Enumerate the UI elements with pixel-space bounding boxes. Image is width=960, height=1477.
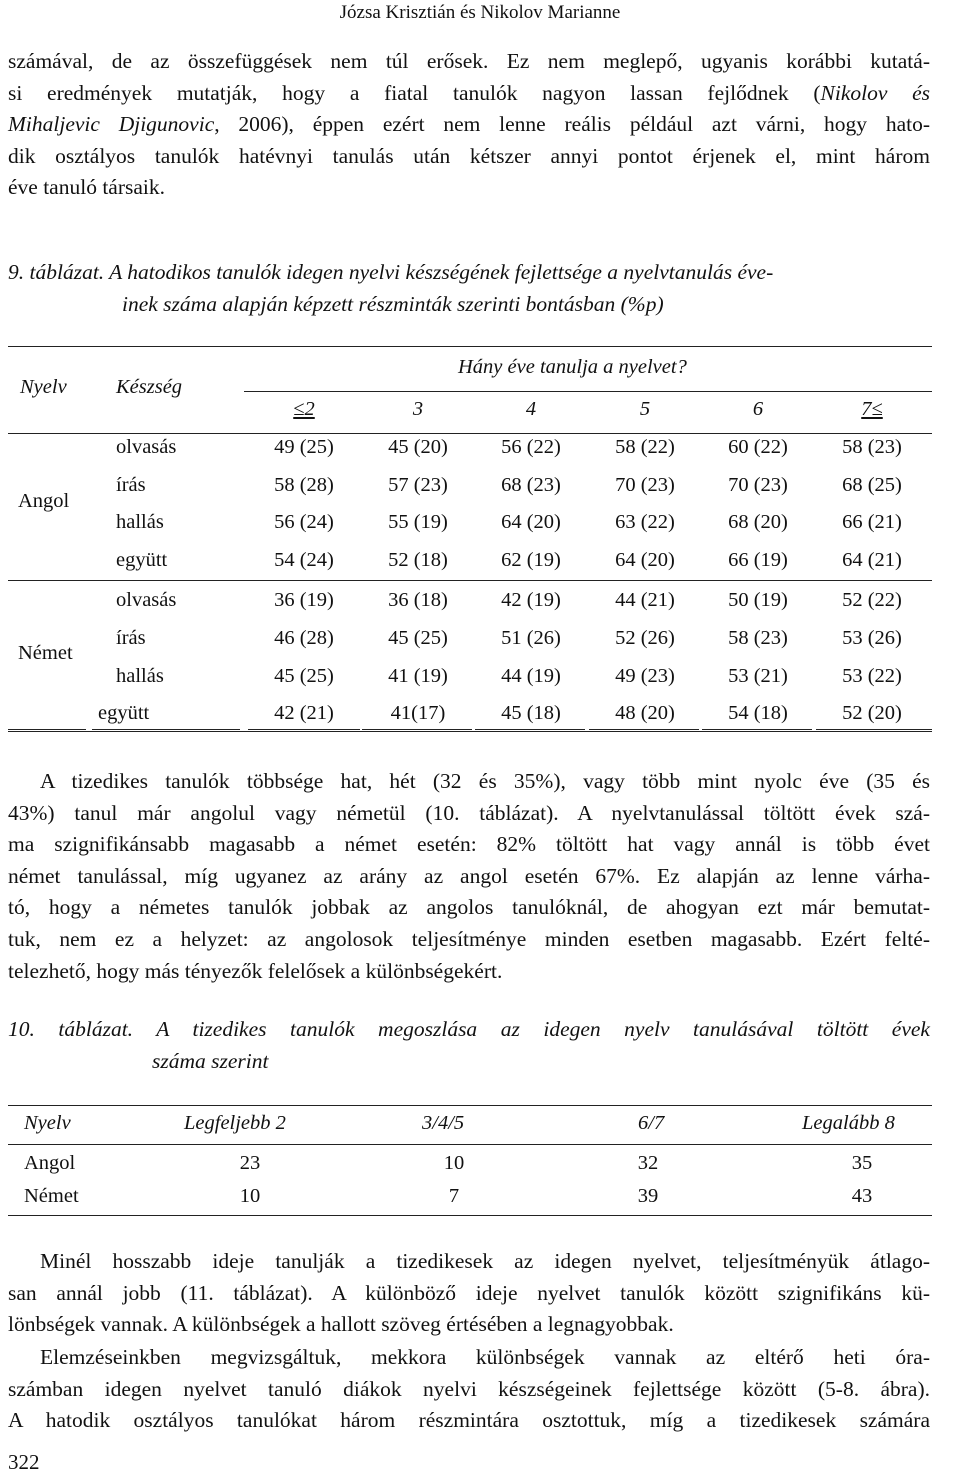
- paragraph-1: [8, 46, 930, 204]
- table-cell: 57 (23): [388, 473, 448, 496]
- table-cell: 64 (21): [842, 548, 902, 571]
- table-cell: 52 (22): [842, 589, 902, 612]
- table-cell: 32: [637, 1152, 659, 1174]
- paragraph-line: A tizedikes tanulók többsége hat, hét (32 és 35%), vagy több mint nyolc éve (35 és: [40, 769, 930, 793]
- paragraph-line: lönbségek vannak. A különbségek a hallott szöveg értésében a legnagyobbak.: [8, 1312, 674, 1337]
- cell-rule: [92, 729, 240, 730]
- table-rule-top: [8, 346, 932, 347]
- skill-label: hallás: [116, 664, 164, 687]
- paragraph-line: si eredmények mutatják, hogy a fiatal tanulók nagyon lassan fejlődnek (Nikolov és: [8, 80, 930, 105]
- table-cell: 7: [448, 1185, 460, 1207]
- language-label-angol: Angol: [18, 490, 70, 512]
- table-cell: 54 (24): [274, 548, 334, 571]
- header-years: Legalább 8: [802, 1112, 895, 1134]
- table-cell: 56 (24): [274, 511, 334, 534]
- year-column-header: 6: [752, 398, 764, 420]
- table-cell: 49 (23): [615, 664, 675, 687]
- paragraph-line: tó, hogy a németes tanulók jobbak az angolos tanulóknál, de ahogyan ezt már bemutat-: [8, 895, 930, 920]
- table-cell: 50 (19): [728, 589, 788, 612]
- table-cell: 45 (25): [388, 627, 448, 649]
- table-cell: 58 (28): [274, 473, 334, 496]
- table-rule-group: [244, 391, 932, 392]
- table-cell: 66 (19): [728, 548, 788, 571]
- paragraph-line: dik osztályos tanulók hatévnyi tanulás után kétszer annyi pontot érjenek el, mint három: [8, 143, 930, 168]
- table-cell: 44 (19): [501, 664, 561, 687]
- table-cell: 53 (26): [842, 627, 902, 649]
- table-cell: 66 (21): [842, 511, 902, 534]
- year-column-header: 3: [412, 398, 424, 420]
- paragraph-2: [8, 766, 930, 987]
- paragraph-line: ma szignifikánsabb magasabb a német esetén: 82% töltött hat vagy annál is több évet: [8, 832, 930, 857]
- table-cell: 43: [851, 1185, 873, 1207]
- table-cell: 68 (20): [728, 511, 788, 534]
- table-rule-header: [8, 1144, 932, 1145]
- header-years: Legfeljebb 2: [184, 1112, 286, 1134]
- language-label: Német: [24, 1185, 79, 1207]
- table-cell: 62 (19): [501, 548, 561, 571]
- table10-caption: [8, 1013, 930, 1077]
- table-cell: 56 (22): [501, 436, 561, 458]
- header-years-group: Hány éve tanulja a nyelvet?: [458, 356, 687, 378]
- table-cell: 64 (20): [501, 511, 561, 534]
- skill-label: olvasás: [116, 436, 177, 458]
- paragraph-line: éve tanuló társaik.: [8, 175, 166, 200]
- header-years: 3/4/5: [422, 1112, 465, 1134]
- table-cell: 58 (22): [615, 436, 675, 458]
- year-column-header: 7≤: [861, 398, 883, 420]
- paragraph-line: számban idegen nyelvet tanuló diákok nyelvi készségeinek fejlettsége között (5-8. ábra).: [8, 1376, 930, 1401]
- table9-caption: [8, 256, 930, 320]
- paragraph-line: Elemzéseinkben megvizsgáltuk, mekkora különbségek vannak az eltérő heti óra-: [40, 1345, 930, 1369]
- table-cell: 53 (22): [842, 664, 902, 687]
- table-cell: 52 (26): [615, 627, 675, 649]
- caption-label: 10. táblázat.: [8, 1017, 134, 1041]
- table-cell: 10: [239, 1185, 261, 1207]
- table-cell: 54 (18): [728, 702, 788, 725]
- table-cell: 45 (18): [501, 702, 561, 725]
- paragraph-line: német tanulással, míg ugyanez az arány az angol esetén 67%. Ez alapján az lenne várha-: [8, 863, 930, 888]
- table-cell: 53 (21): [728, 664, 788, 687]
- table-cell: 58 (23): [728, 627, 788, 649]
- table-cell: 63 (22): [615, 511, 675, 534]
- year-column-header: 4: [525, 398, 537, 420]
- header-skill: Készség: [116, 376, 183, 398]
- language-label: Angol: [24, 1152, 76, 1174]
- table-cell: 58 (23): [842, 436, 902, 458]
- table-cell: 52 (18): [388, 548, 448, 571]
- year-column-header: 5: [639, 398, 651, 420]
- table-rule-header: [8, 433, 932, 434]
- table-cell: 68 (23): [501, 473, 561, 496]
- table-cell: 10: [443, 1152, 465, 1174]
- cell-rule: [8, 729, 86, 730]
- paragraph-line: 43%) tanul már angolul vagy németül (10. táblázat). A nyelvtanulással töltött évek szá-: [8, 800, 930, 825]
- header-language: Nyelv: [20, 376, 67, 398]
- table-cell: 39: [637, 1185, 659, 1207]
- cell-rule: [816, 729, 932, 730]
- table-cell: 70 (23): [728, 473, 788, 496]
- paragraph-line: Minél hosszabb ideje tanulják a tizedikesek az idegen nyelvet, teljesítményük átlago-: [40, 1249, 930, 1273]
- cell-rule: [475, 729, 585, 730]
- table-cell: 42 (21): [274, 702, 334, 725]
- caption-line: 10. táblázat. A tizedikes tanulók megoszlása az idegen nyelv tanulásával töltött évek: [8, 1017, 930, 1041]
- table-cell: 41(17): [390, 702, 446, 725]
- year-column-header: ≤2: [293, 398, 315, 420]
- language-label-nemet: Német: [18, 642, 73, 664]
- table-9: [8, 346, 932, 736]
- header-years: 6/7: [638, 1112, 665, 1134]
- table-cell: 52 (20): [842, 702, 902, 725]
- caption-line: inek száma alapján képzett részminták szerinti bontásban (%p): [122, 292, 664, 316]
- table-rule-bottom: [8, 1215, 932, 1216]
- table-cell: 49 (25): [274, 436, 334, 458]
- paragraph-line: telezhető, hogy más tényezők felelősek a különbségekért.: [8, 958, 503, 983]
- table-rule-separator: [8, 580, 932, 581]
- skill-label: írás: [116, 473, 146, 496]
- cell-rule: [702, 729, 812, 730]
- table-rule-bottom: [8, 731, 932, 732]
- paragraph-line: A hatodik osztályos tanulókat három részmintára osztottuk, míg a tizedikesek számára: [8, 1408, 930, 1433]
- page-number: 322: [8, 1450, 40, 1474]
- table-cell: 35: [851, 1152, 873, 1174]
- table-cell: 36 (19): [274, 589, 334, 612]
- caption-line: száma szerint: [152, 1049, 269, 1073]
- cell-rule: [248, 729, 360, 730]
- table-cell: 46 (28): [274, 627, 334, 649]
- skill-label: együtt: [116, 548, 168, 571]
- paragraph-line: számával, de az összefüggések nem túl erősek. Ez nem meglepő, ugyanis korábbi kutatá-: [8, 49, 930, 73]
- table-cell: 45 (20): [388, 436, 448, 458]
- table-cell: 36 (18): [388, 589, 448, 612]
- cell-rule: [362, 729, 472, 730]
- table-cell: 23: [239, 1152, 261, 1174]
- table-rule-top: [8, 1105, 932, 1106]
- table-cell: 55 (19): [388, 511, 448, 534]
- paragraph-line: Mihaljevic Djigunovic, 2006), éppen ezért nem lenne reális például azt várni, hogy hato-: [8, 112, 930, 137]
- table-cell: 60 (22): [728, 436, 788, 458]
- caption-line: 9. táblázat. A hatodikos tanulók idegen nyelvi készségének fejlettsége a nyelvtanulás éve-: [8, 260, 774, 284]
- table-cell: 64 (20): [615, 548, 675, 571]
- paragraph-line: san annál jobb (11. táblázat). A különböző ideje nyelvet tanulók között szignifikáns kü-: [8, 1280, 930, 1305]
- table-cell: 42 (19): [501, 589, 561, 612]
- running-head: Józsa Krisztián és Nikolov Marianne: [339, 2, 621, 23]
- paragraph-4: [8, 1342, 930, 1437]
- table-cell: 68 (25): [842, 473, 902, 496]
- paragraph-line: tuk, nem ez a helyzet: az angolosok teljesítménye minden esetben magasabb. Ezért felté-: [8, 926, 930, 951]
- table-cell: 44 (21): [615, 589, 675, 612]
- skill-label: együtt: [98, 702, 150, 725]
- skill-label: írás: [116, 627, 146, 649]
- table-cell: 48 (20): [615, 702, 675, 725]
- header-language: Nyelv: [24, 1112, 71, 1134]
- cell-rule: [589, 729, 699, 730]
- skill-label: olvasás: [116, 589, 177, 612]
- caption-label: 9. táblázat.: [8, 260, 105, 284]
- table-cell: 51 (26): [501, 627, 561, 649]
- table-cell: 41 (19): [388, 664, 448, 687]
- paragraph-3: [8, 1246, 930, 1341]
- table-cell: 45 (25): [274, 664, 334, 687]
- table-10: [8, 1102, 932, 1222]
- table-cell: 70 (23): [615, 473, 675, 496]
- skill-label: hallás: [116, 511, 164, 534]
